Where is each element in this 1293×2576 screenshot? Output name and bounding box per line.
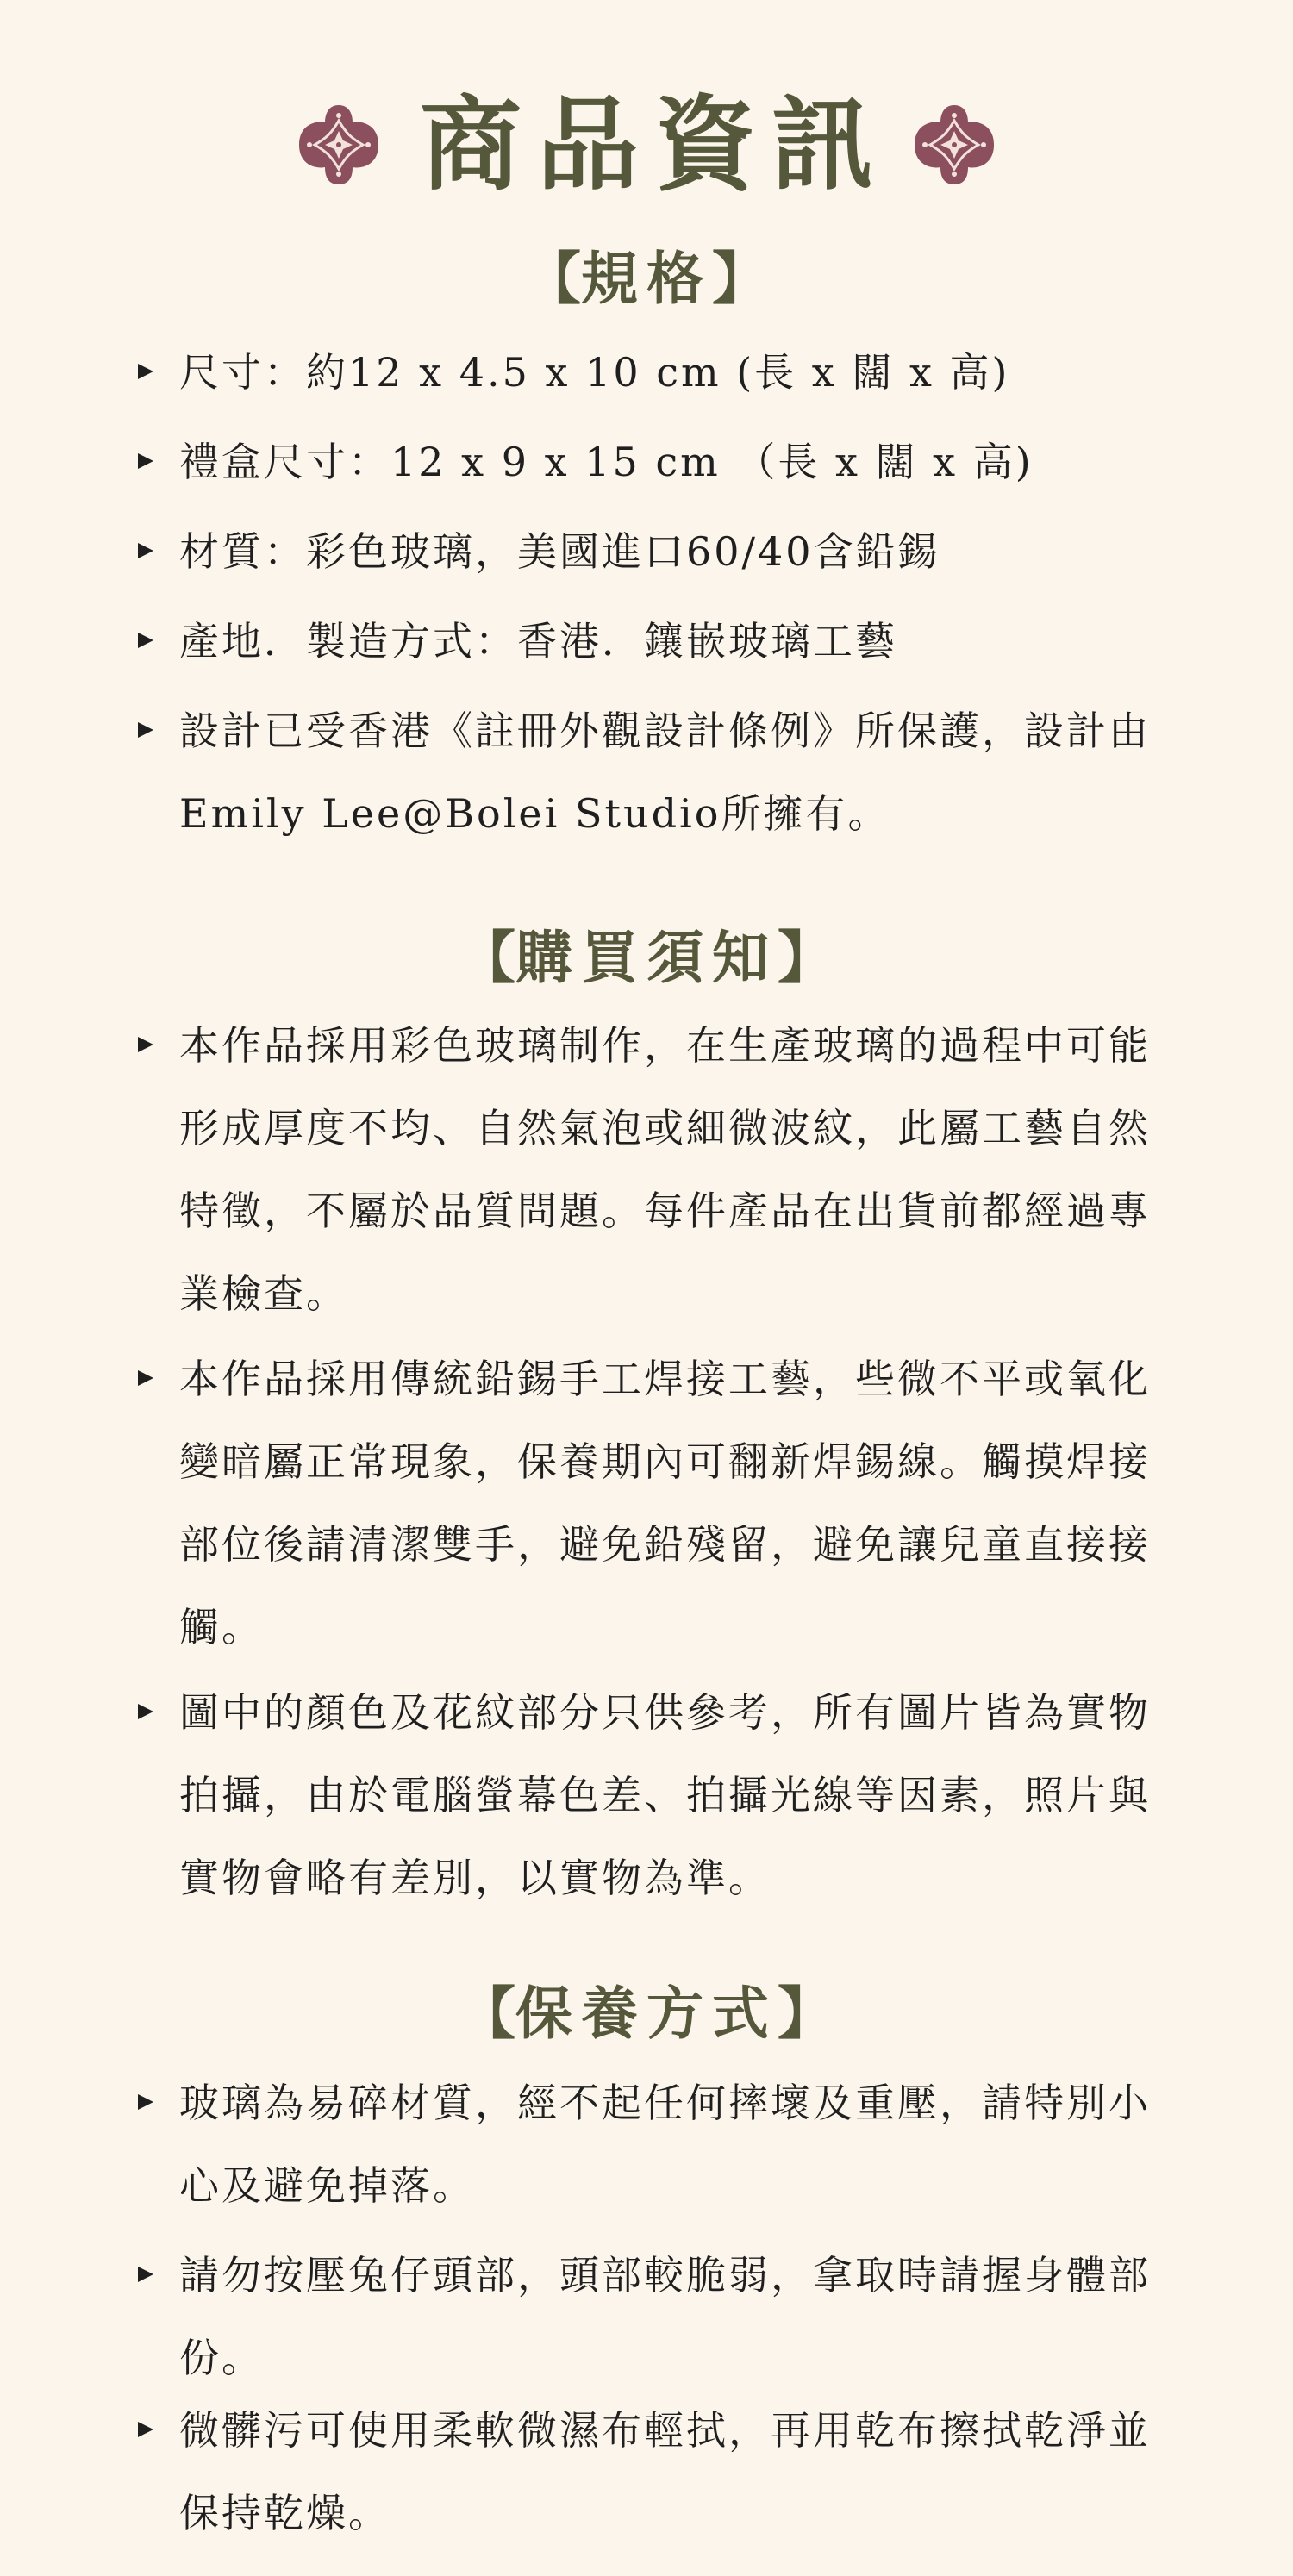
list-item-text: 材質：彩色玻璃，美國進口60/40含鉛錫 bbox=[179, 528, 940, 575]
bullet-icon bbox=[138, 2267, 153, 2282]
list-item-text: 本作品採用傳統鉛錫手工焊接工藝，些微不平或氧化變暗屬正常現象，保養期內可翻新焊錫線。觸摸焊接部位後請清潔雙手，避免鉛殘留，避免讓兒童直接接觸。 bbox=[179, 1356, 1151, 1650]
list-item-text: 微髒污可使用柔軟微濕布輕拭，再用乾布擦拭乾淨並保持乾燥。 bbox=[179, 2407, 1151, 2536]
list-item-text: 圖中的顏色及花紋部分只供參考，所有圖片皆為實物拍攝，由於電腦螢幕色差、拍攝光線等因素，照片與實物會略有差別，以實物為準。 bbox=[179, 1689, 1151, 1901]
list-item-text: 本作品採用彩色玻璃制作，在生產玻璃的過程中可能形成厚度不均、自然氣泡或細微波紋，此屬工藝自然特徵，不屬於品質問題。每件產品在出貨前都經過專業檢查。 bbox=[179, 1022, 1151, 1317]
bullet-icon bbox=[138, 364, 153, 379]
section-title-care: 【保養方式】 bbox=[459, 1980, 834, 2047]
list-item-text: 請勿按壓兔仔頭部，頭部較脆弱，拿取時請握身體部份。 bbox=[179, 2252, 1151, 2381]
bullet-icon bbox=[138, 453, 153, 469]
list-item-text: 玻璃為易碎材質，經不起任何摔壞及重壓，請特別小心及避免掉落。 bbox=[179, 2080, 1151, 2209]
bullet-icon bbox=[138, 543, 153, 558]
quatrefoil-ornament-icon bbox=[911, 102, 997, 188]
quatrefoil-ornament-icon bbox=[296, 102, 382, 188]
section-title-specs: 【規格】 bbox=[524, 245, 769, 312]
bullet-icon bbox=[138, 1037, 153, 1052]
bullet-icon bbox=[138, 1370, 153, 1386]
bullet-icon bbox=[138, 1704, 153, 1719]
list-item-text: 禮盒尺寸：12 x 9 x 15 cm （長 x 闊 x 高) bbox=[179, 439, 1034, 485]
list-item-text: 產地．製造方式：香港．鑲嵌玻璃工藝 bbox=[179, 618, 897, 664]
section-title-purchase-notes: 【購買須知】 bbox=[459, 924, 834, 991]
page-title: 商品資訊 bbox=[419, 84, 889, 204]
bullet-icon bbox=[138, 2094, 153, 2110]
bullet-icon bbox=[138, 633, 153, 648]
title-row bbox=[0, 76, 1293, 214]
list-item-text: 設計已受香港《註冊外觀設計條例》所保護，設計由Emily Lee@Bolei Studio所擁有。 bbox=[179, 708, 1151, 837]
bullet-icon bbox=[138, 722, 153, 738]
bullet-icon bbox=[138, 2422, 153, 2437]
list-item-text: 尺寸：約12 x 4.5 x 10 cm (長 x 闊 x 高) bbox=[179, 349, 1010, 396]
